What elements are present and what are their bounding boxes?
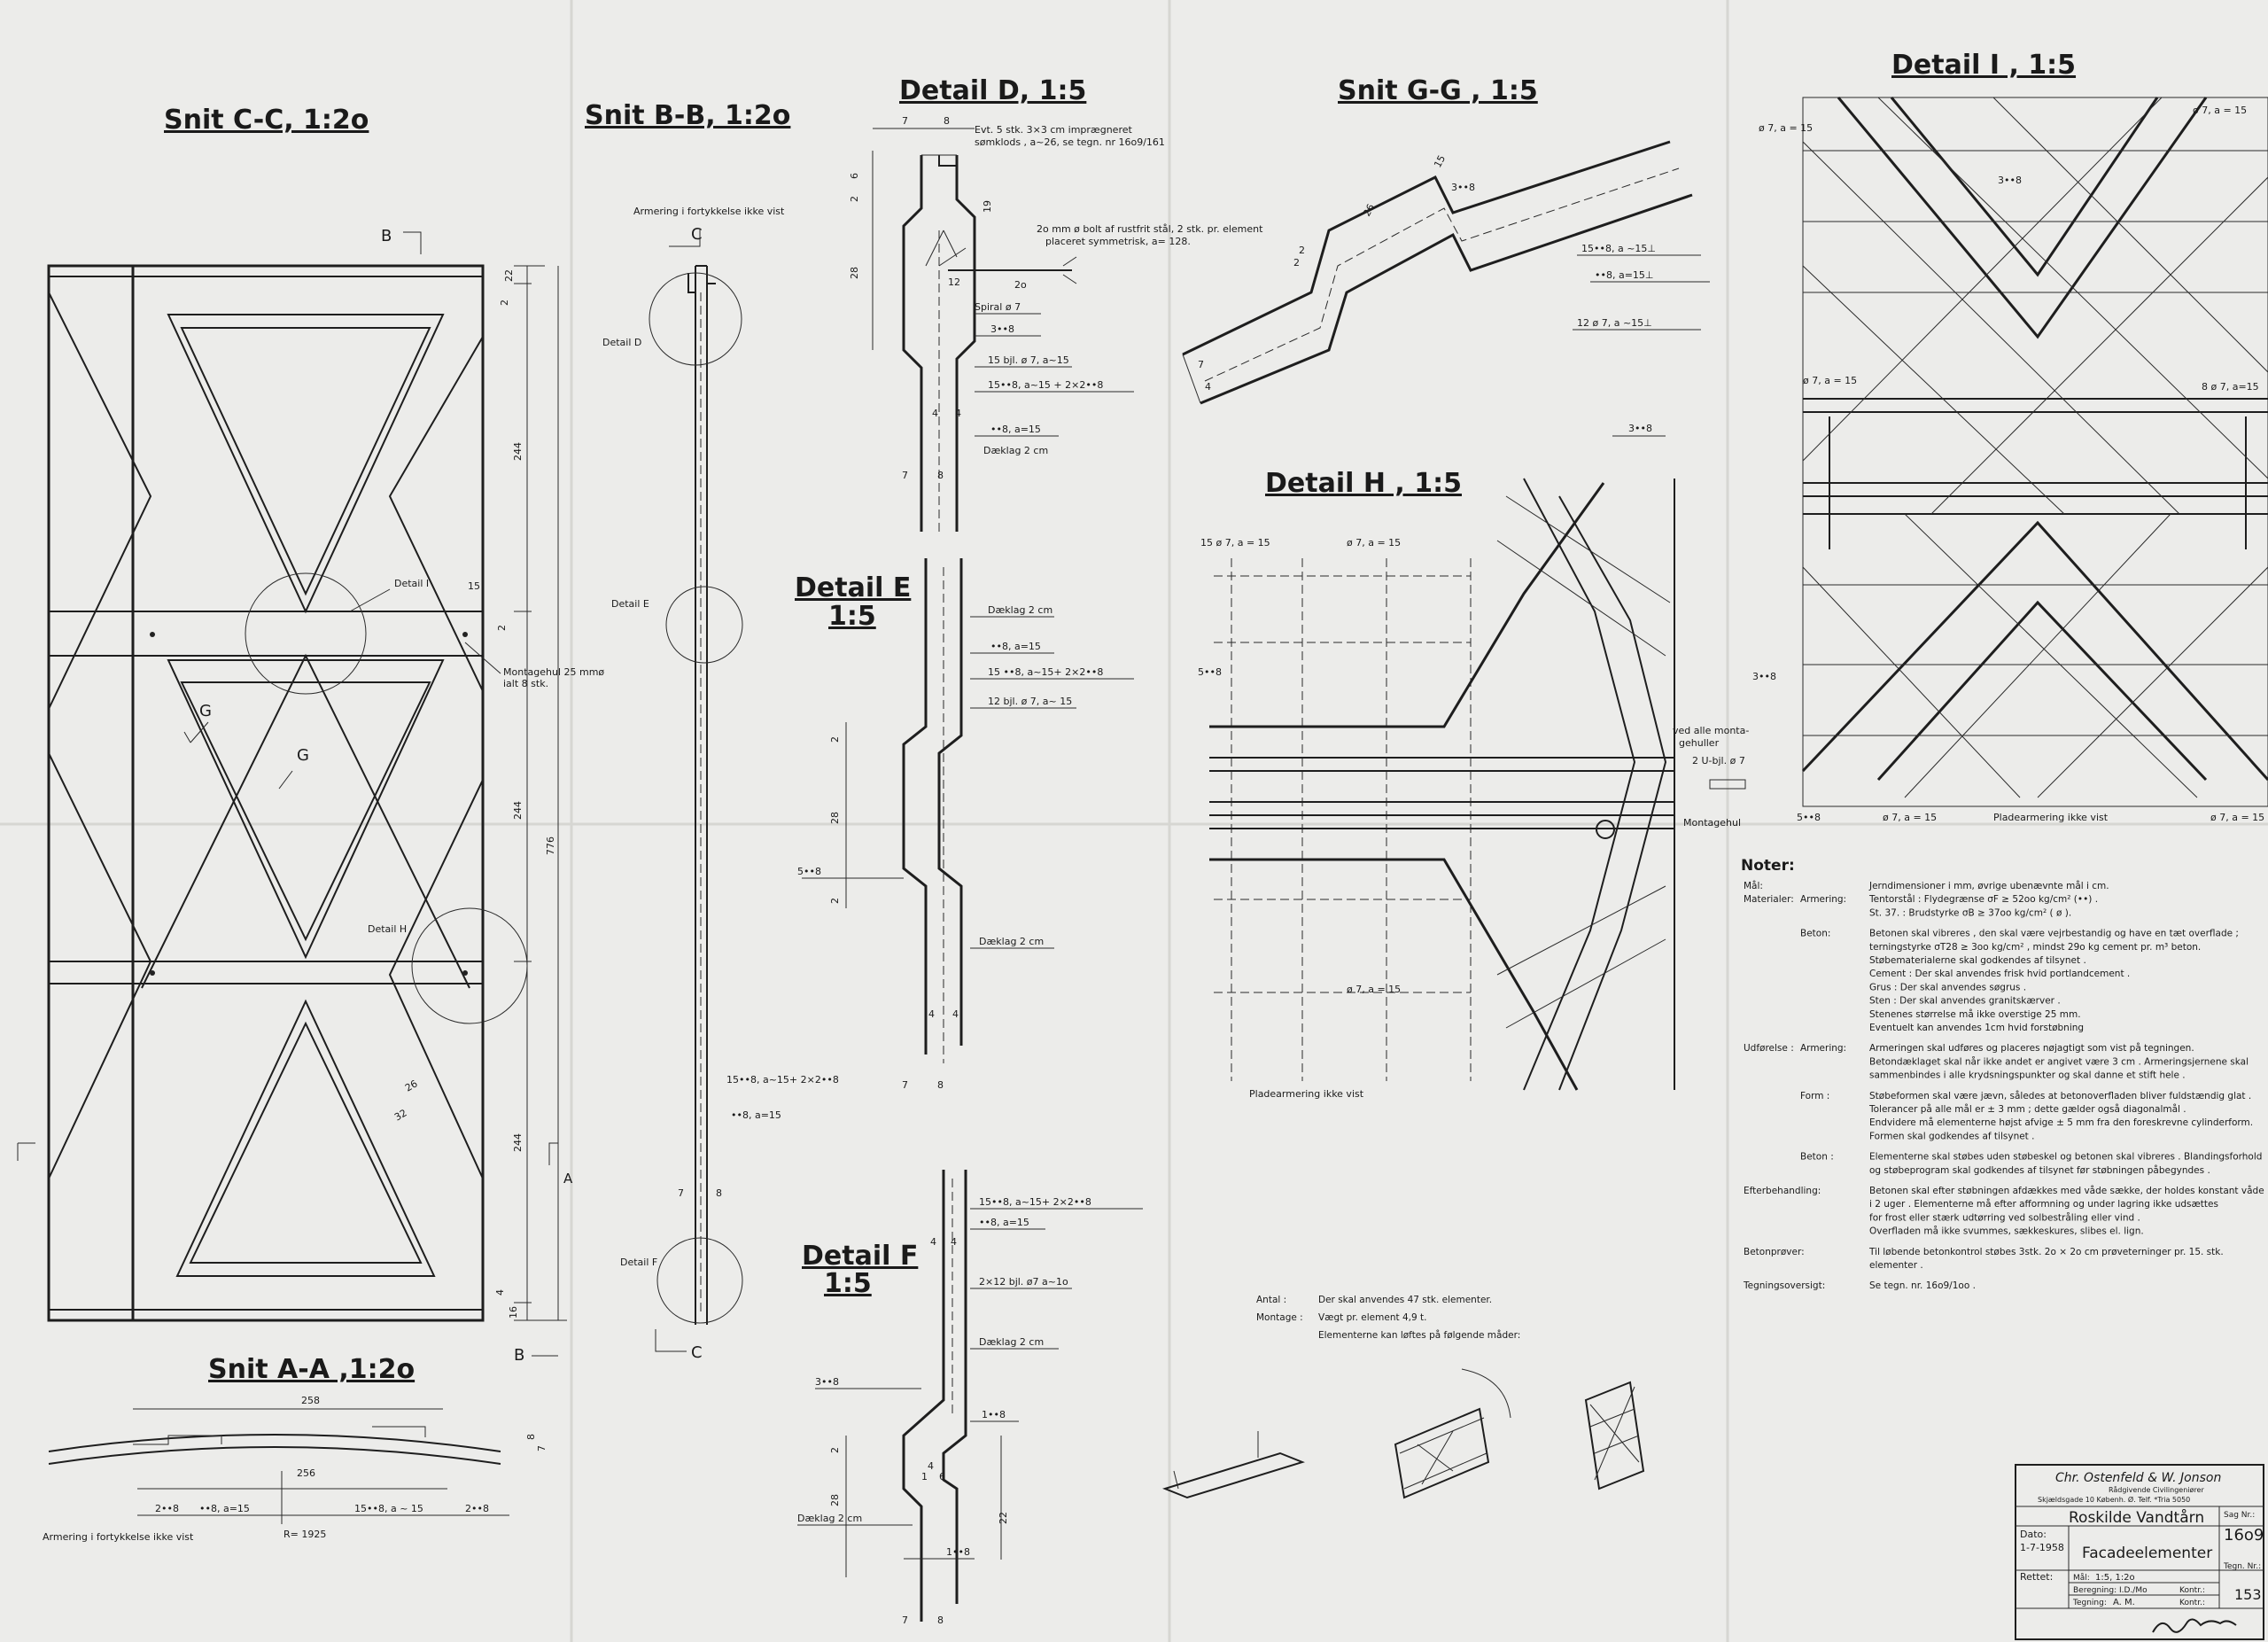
section-cc-title: Snit C-C, 1:2o [164,105,369,136]
d-label-2: sømklods , a~26, se tegn. nr 16o9/161 [975,136,1165,148]
e-labels [797,604,1134,948]
section-cc [18,105,604,1365]
detail-i [1752,50,2268,823]
aa-label-2: ••8, a=15 [199,1503,250,1514]
note-row-0-col-0: Mål: [1744,881,1763,891]
aa-radius: R= 1925 [284,1529,327,1540]
tb-revised-label: Rettet: [2020,1571,2054,1583]
section-marker-b-top: B [381,227,392,245]
section-cc-dimensions [392,266,567,1320]
note-row-22-col-2: for frost eller stærk udtørring ved solbestråling eller vind . [1869,1212,2140,1224]
e-label-4: 12 bjl. ø 7, a~ 15 [988,696,1073,707]
dim-244-3: 244 [512,1133,524,1152]
lift-text: Elementerne kan løftes på følgende måder: [1318,1330,1521,1341]
note-row-20-col-0: Efterbehandling: [1744,1186,1821,1196]
montage-label: Montage : [1256,1312,1303,1323]
note-row-14-col-2: Støbeformen skal være jævn, således at betonoverfladen bliver fuldstændig glat . [1869,1090,2252,1101]
h-label-7: gehuller [1679,737,1720,749]
f-dim-2: 2 [829,1447,841,1453]
label-detail-i: Detail I [394,578,430,589]
e-label-5: 5••8 [797,866,821,877]
bb-label-detail-e: Detail E [611,598,649,610]
detail-e-title: Detail E [795,572,912,603]
label-montagehul-count: ialt 8 stk. [503,678,549,689]
note-row-7-col-2: Grus : Der skal anvendes søgrus . [1869,982,2027,993]
note-row-16-col-2: Endvidere må elementerne højst afvige ± 5 mm fra den foreskrevne cylinderform. [1869,1117,2254,1129]
d-label-5: Spiral ø 7 [975,301,1021,313]
section-marker-a-right: A [563,1171,573,1187]
note-row-18-col-2: Elementerne skal støbes uden støbeskel og betonen skal vibreres . Blandingsforhold [1869,1151,2263,1163]
note-row-24-col-2: Til løbende betonkontrol støbes 3stk. 2o × 2o cm prøveterninger pr. 15. stk. [1869,1246,2224,1257]
section-aa [43,1354,548,1543]
dim-2-mid: 2 [496,625,508,631]
montage-text: Vægt pr. element 4,9 t. [1318,1312,1427,1323]
d-dim-4b: 4 [955,408,961,419]
note-row-17-col-2: Formen skal godkendes af tilsynet . [1869,1131,2035,1142]
antal-text: Der skal anvendes 47 stk. elementer. [1318,1295,1493,1305]
bb-label-detail-f: Detail F [620,1257,658,1268]
i-label-1: ø 7, a = 15 [2193,105,2248,116]
aa-label-3: 15••8, a ~ 15 [354,1503,423,1514]
dim-4: 4 [494,1289,506,1296]
f-label-2: ••8, a=15 [979,1217,1029,1228]
tb-subject: Facadeelementer [2082,1545,2213,1562]
f-label-5: 3••8 [815,1376,839,1388]
note-row-2-col-2: St. 37. : Brudstyrke σB ≥ 37oo kg/cm² ( ø ). [1869,907,2072,919]
h-label-3: 3••8 [1628,423,1652,434]
detail-i-grid [1803,97,2268,798]
section-aa-title: Snit A-A ,1:2o [208,1354,416,1385]
h-label-9: Montagehul [1683,817,1741,829]
h-label-4: 5••8 [1198,666,1222,678]
tb-drawn-label: Tegning: [2073,1599,2107,1607]
i-label-5: 8 ø 7, a=15 [2202,381,2259,393]
tb-calc-label: Beregning: [2073,1586,2117,1595]
section-gg-title: Snit G-G , 1:5 [1338,75,1538,106]
tb-tegn-label: Tegn. Nr.: [2224,1562,2262,1571]
tb-sag-label: Sag Nr.: [2224,1511,2256,1520]
gg-label-2: 15••8, a ~15⊥ [1581,243,1656,254]
detail-i-title: Detail I , 1:5 [1891,50,2077,81]
i-label-3: 3••8 [1998,175,2022,186]
note-row-0-col-2: Jerndimensioner i mm, øvrige ubenævnte mål i cm. [1869,881,2109,891]
tb-sag: 16o9 [2224,1526,2264,1545]
gg-dim-2b: 2 [1293,257,1300,268]
dim-244-2: 244 [512,801,524,820]
tb-firm-sub2: Skjældsgade 10 Københ. Ø. Telf. *Tria 5050 [2038,1496,2191,1504]
f-label-6: 1••8 [982,1409,1006,1420]
gg-label-3: ••8, a=15⊥ [1595,269,1654,281]
gg-dim-7: 7 [1198,359,1204,370]
note-row-14-col-1: Form : [1800,1090,1830,1101]
tb-kontr-label-1: Kontr.: [2179,1586,2205,1595]
note-row-3-col-1: Beton: [1800,928,1831,939]
detail-h [1198,423,1749,1100]
h-label-6: ved alle monta- [1673,725,1750,736]
dim-776: 776 [545,837,556,855]
h-label-2: ø 7, a = 15 [1347,537,1402,549]
section-marker-c-bottom: C [691,1343,703,1362]
bb-label-rebar-2: ••8, a=15 [731,1109,781,1121]
note-row-26-col-0: Tegningsoversigt: [1744,1280,1826,1292]
tb-scale: 1:5, 1:2o [2095,1573,2135,1583]
note-row-11-col-1: Armering: [1800,1043,1847,1054]
i-label-6: 3••8 [1752,671,1776,682]
detail-h-grid [1209,479,1674,1090]
i-label-8: ø 7, a = 15 [1883,812,1938,823]
note-row-6-col-2: Cement : Der skal anvendes frisk hvid portlandcement . [1869,969,2131,980]
section-marker-b-bottom: B [514,1346,525,1365]
detail-f [797,1170,1143,1626]
note-row-4-col-2: terningstyrke σT28 ≥ 3oo kg/cm² , mindst 29o kg cement pr. m³ beton. [1869,941,2202,953]
f-dim-7: 7 [902,1615,908,1626]
d-dim-7: 7 [902,115,908,127]
d-label-8: 15••8, a~15 + 2×2••8 [988,379,1104,391]
notes-rows [1743,880,2264,1291]
i-label-4: ø 7, a = 15 [1803,375,1858,386]
aa-dim-8: 8 [525,1434,537,1440]
section-gg [1183,75,1710,403]
note-row-26-col-2: Se tegn. nr. 16o9/1oo . [1869,1280,1976,1292]
note-row-23-col-2: Overfladen må ikke svummes, sækkeskures, slibes el. lign. [1869,1226,2144,1237]
f-dim-4a: 4 [930,1236,936,1248]
note-row-19-col-2: og støbeprogram skal godkendes af tilsynet før støbningen påbegyndes . [1869,1164,2210,1176]
note-row-3-col-2: Betonen skal vibreres , den skal være vejrbestandig og have en tæt overflade ; [1869,928,2239,939]
tb-project: Roskilde Vandtårn [2069,1509,2205,1527]
f-label-4: Dæklag 2 cm [979,1336,1045,1348]
tb-date-label: Dato: [2020,1529,2047,1540]
d-dim-4a: 4 [932,408,938,419]
bb-label-rebar-1: 15••8, a~15+ 2×2••8 [726,1074,839,1086]
d-label-1: Evt. 5 stk. 3×3 cm imprægneret [975,124,1132,136]
d-dim-2: 2 [849,196,860,202]
i-label-9: Pladearmering ikke vist [1993,812,2109,823]
e-dim-2b: 2 [829,898,841,904]
dim-15: 15 [468,580,480,592]
notes-block [1741,857,2264,1291]
section-bb-title: Snit B-B, 1:2o [585,100,791,131]
section-bb-note: Armering i fortykkelse ikke vist [633,206,785,217]
tb-firm-sub1: Rådgivende Civilingeniører [2109,1486,2204,1494]
e-dim-7: 7 [902,1079,908,1091]
note-row-25-col-2: elementer . [1869,1260,1923,1271]
note-row-21-col-2: i 2 uger . Elementerne må efter afformning og under lagring ikke udsættes [1869,1199,2218,1210]
gg-label-1: 3••8 [1451,182,1475,193]
h-label-1: 15 ø 7, a = 15 [1200,537,1270,549]
d-label-10: Dæklag 2 cm [983,445,1049,456]
note-row-5-col-2: Støbematerialerne skal godkendes af tilsynet . [1869,955,2086,966]
note-row-10-col-2: Eventuelt kan anvendes 1cm hvid forstøbning [1869,1023,2085,1033]
e-label-1: Dæklag 2 cm [988,604,1053,616]
aa-label-4: 2••8 [465,1503,489,1514]
label-montagehul: Montagehul 25 mmø [503,666,605,678]
detail-e-scale: 1:5 [828,601,876,632]
dim-26: 26 [403,1078,420,1094]
d-dim-8b: 8 [937,470,944,481]
e-dim-28: 28 [829,812,841,824]
e-label-6: Dæklag 2 cm [979,936,1045,947]
e-dim-8: 8 [937,1079,944,1091]
d-dim-28: 28 [849,267,860,279]
f-dim-8: 8 [937,1615,944,1626]
note-row-11-col-0: Udførelse : [1744,1043,1794,1054]
signature [2153,1619,2236,1632]
dim-22: 22 [503,269,515,282]
d-dim-2o: 2o [1014,279,1027,291]
label-detail-h: Detail H [368,923,408,935]
gg-label-4: 12 ø 7, a ~15⊥ [1577,317,1652,329]
f-dim-4c: 4 [928,1460,934,1472]
notes-heading: Noter: [1741,857,1795,875]
f-label-8: 1••8 [946,1546,970,1558]
aa-label-1: 2••8 [155,1503,179,1514]
f-label-3: 2×12 bjl. ø7 a~1o [979,1276,1068,1288]
note-row-12-col-2: Betondæklaget skal når ikke andet er angivet være 3 cm . Armeringsjernene skal [1869,1056,2249,1068]
dim-244-1: 244 [512,442,524,461]
title-block [2016,1465,2264,1639]
i-label-10: ø 7, a = 15 [2210,812,2265,823]
gg-dim-4: 4 [1205,381,1211,393]
f-dim-4b: 4 [951,1236,957,1248]
d-label-4: placeret symmetrisk, a= 128. [1045,236,1191,247]
antal-label: Antal : [1256,1295,1287,1305]
tb-date: 1-7-1958 [2020,1542,2064,1553]
bb-dim-7: 7 [678,1187,684,1199]
note-row-1-col-1: Armering: [1800,894,1847,906]
tb-firm: Chr. Ostenfeld & W. Jonson [2055,1471,2222,1485]
note-row-20-col-2: Betonen skal efter støbningen afdækkes med våde sække, der holdes konstant våde [1869,1186,2264,1196]
d-dim-7b: 7 [902,470,908,481]
d-dim-19: 19 [982,200,993,213]
h-label-5: ø 7, a = 15 [1347,984,1402,995]
section-marker-g-1: G [199,702,212,720]
detail-d-title: Detail D, 1:5 [899,75,1087,106]
note-row-1-col-0: Materialer: [1744,894,1794,906]
e-label-3: 15 ••8, a~15+ 2×2••8 [988,666,1104,678]
dim-16: 16 [508,1306,519,1319]
lift-sketch-vertical [1586,1382,1643,1489]
gg-dim-26: 26 [1361,201,1378,219]
detail-f-scale: 1:5 [824,1268,872,1299]
note-row-13-col-2: sammenbindes i alle krydsningspunkter og skal danne et stift hele . [1869,1070,2186,1081]
e-label-2: ••8, a=15 [990,641,1041,652]
f-dim-28: 28 [829,1494,841,1506]
aa-dim-7: 7 [536,1445,548,1451]
detail-f-title: Detail F [802,1241,919,1272]
note-row-8-col-2: Sten : Der skal anvendes granitskærver . [1869,995,2061,1007]
d-label-3: 2o mm ø bolt af rustfrit stål, 2 stk. pr. element [1037,223,1263,235]
tb-drawn: A. M. [2113,1598,2135,1607]
d-dim-6: 6 [849,173,860,179]
tb-tegn: 153 [2234,1586,2262,1603]
i-label-2: ø 7, a = 15 [1759,122,1814,134]
e-dim-2a: 2 [829,736,841,743]
section-marker-g-2: G [297,746,309,765]
note-row-9-col-2: Stenenes størrelse må ikke overstige 25 mm. [1869,1008,2081,1020]
d-dim-12: 12 [948,276,960,288]
gg-dim-2: 2 [1299,245,1305,256]
aa-note: Armering i fortykkelse ikke vist [43,1531,194,1543]
f-dim-22: 22 [998,1512,1009,1524]
tb-scale-label: Mål: [2073,1574,2090,1583]
lifting-section [1165,1295,1643,1498]
d-label-7: 15 bjl. ø 7, a~15 [988,354,1069,366]
h-label-10: Pladearmering ikke vist [1249,1088,1364,1100]
section-bb [585,100,839,1362]
lift-sketch-flat [1165,1453,1302,1498]
dim-32: 32 [392,1107,409,1124]
f-label-7: Dæklag 2 cm [797,1513,863,1524]
dim-258: 258 [301,1395,320,1406]
h-label-8: 2 U-bjl. ø 7 [1692,755,1745,767]
f-label-1: 15••8, a~15+ 2×2••8 [979,1196,1091,1208]
d-dim-8: 8 [944,115,950,127]
bb-label-detail-d: Detail D [602,337,642,348]
dim-2-top: 2 [499,300,510,306]
detail-h-title: Detail H , 1:5 [1265,468,1462,499]
tb-calc: I.D./Mo [2119,1586,2148,1595]
f-dim-6: 6 [939,1471,945,1482]
f-dim-1: 1 [921,1471,928,1482]
d-label-9: ••8, a=15 [990,424,1041,435]
d-label-6: 3••8 [990,323,1014,335]
note-row-11-col-2: Armeringen skal udføres og placeres nøjagtigt som vist på tegningen. [1869,1043,2194,1054]
tb-kontr-label-2: Kontr.: [2179,1599,2205,1607]
gg-dim-15: 15 [1432,152,1449,170]
note-row-1-col-2: Tentorstål : Flydegrænse σF ≥ 52oo kg/cm² (••) . [1869,894,2099,906]
bb-dim-8: 8 [716,1187,722,1199]
note-row-18-col-1: Beton : [1800,1151,1834,1163]
section-marker-c-top: C [691,225,703,244]
e-dim-4b: 4 [952,1008,959,1020]
i-label-7: 5••8 [1797,812,1821,823]
note-row-24-col-0: Betonprøver: [1744,1246,1805,1257]
note-row-15-col-2: Tolerancer på alle mål er ± 3 mm ; dette gælder også diagonalmål . [1869,1104,2186,1115]
detail-d [849,75,1263,532]
dim-256: 256 [297,1467,315,1479]
e-dim-4a: 4 [928,1008,935,1020]
